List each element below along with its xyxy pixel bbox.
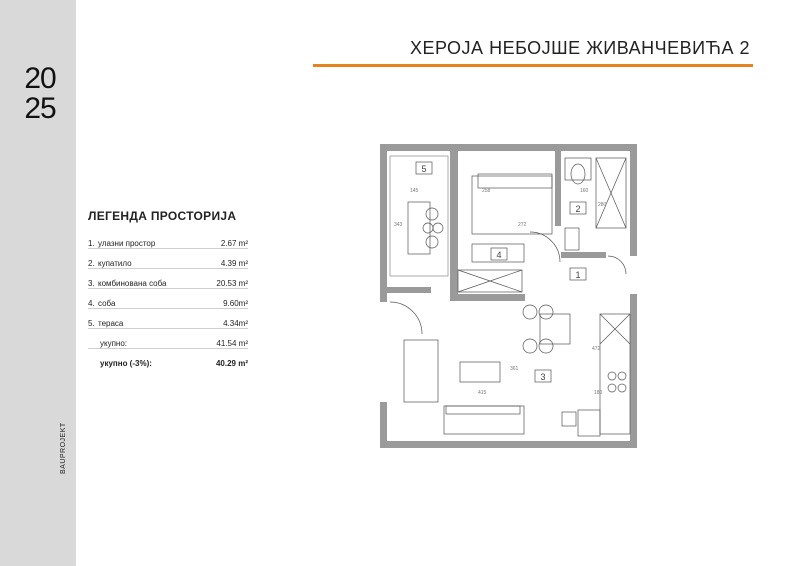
- legend-total-reduced-row: [88, 349, 248, 368]
- dimension-label: 415: [478, 390, 487, 396]
- room-name: соба: [98, 299, 116, 308]
- title-accent-bar: [313, 64, 753, 67]
- legend-row: [88, 249, 248, 269]
- room-name: тераса: [98, 319, 124, 328]
- legend-heading: ЛЕГЕНДА ПРОСТОРИЈА: [88, 209, 237, 223]
- room-name: улазни простор: [98, 239, 156, 248]
- dimension-label: 145: [410, 188, 419, 194]
- bottom-band: [76, 527, 800, 566]
- room-name: комбинована соба: [98, 279, 167, 288]
- total-reduced-value: 40.29 m²: [215, 359, 248, 368]
- room-area: 4.34m²: [223, 319, 248, 328]
- room-number: 2.: [88, 259, 95, 268]
- dimension-label: 343: [394, 222, 403, 228]
- room-label-2: 2: [575, 204, 581, 214]
- floor-plan: [380, 144, 650, 454]
- dimension-label: 361: [510, 366, 519, 372]
- room-number: 1.: [88, 239, 95, 248]
- room-label-3: 3: [540, 372, 546, 382]
- room-area: 20.53 m²: [216, 279, 248, 288]
- dimension-label: 180: [594, 390, 603, 396]
- dimension-label: 160: [580, 188, 589, 194]
- year-bottom: 25: [24, 92, 56, 125]
- plan-walls: [380, 144, 637, 448]
- dimension-label: 258: [482, 188, 491, 194]
- room-area: 4.39 m²: [220, 259, 248, 268]
- total-label: укупно:: [100, 339, 128, 348]
- sidebar-strip: [0, 0, 76, 566]
- room-number: 5.: [88, 319, 95, 328]
- total-value: 41.54 m²: [216, 339, 248, 348]
- room-label-1: 1: [575, 270, 581, 280]
- page-title: ХЕРОЈА НЕБОЈШЕ ЖИВАНЧЕВИЋА 2: [409, 38, 750, 58]
- room-number: 4.: [88, 299, 95, 308]
- dimension-label: 472: [592, 346, 601, 352]
- legend-row: [88, 269, 248, 289]
- legend-total-row: [88, 329, 248, 349]
- room-name: купатило: [98, 259, 132, 268]
- dimension-label: 280: [598, 202, 607, 208]
- room-area: 9.60m²: [223, 299, 248, 308]
- room-label-5: 5: [421, 164, 427, 174]
- brand-logo: BAUPROJEKT: [60, 422, 67, 474]
- year-top: 20: [24, 62, 56, 95]
- room-number: 3.: [88, 279, 95, 288]
- room-area: 2.67 m²: [220, 239, 248, 248]
- room-label-4: 4: [496, 250, 502, 260]
- dimension-label: 272: [518, 222, 527, 228]
- legend-row: [88, 309, 248, 329]
- legend-row: [88, 229, 248, 249]
- legend-row: [88, 289, 248, 309]
- room-legend: [88, 209, 248, 368]
- total-reduced-label: укупно (-3%):: [100, 359, 152, 368]
